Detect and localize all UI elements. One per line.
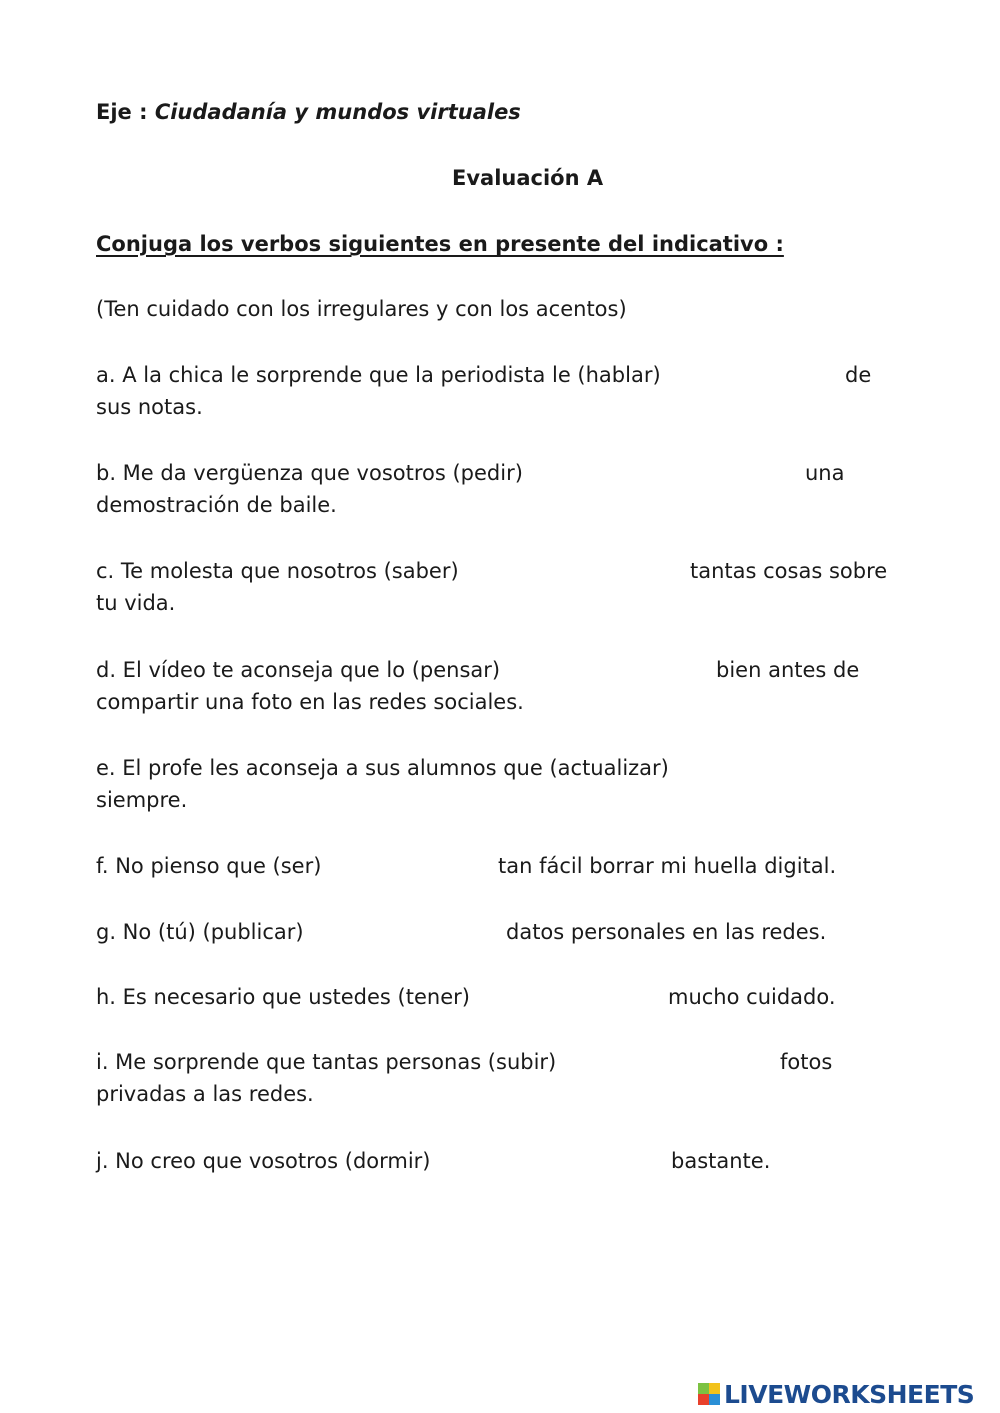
item-h-after: mucho cuidado.	[668, 985, 836, 1009]
instruction: Conjuga los verbos siguientes en presente del indicativo :	[96, 232, 784, 256]
item-d-before: d. El vídeo te aconseja que lo (pensar)	[96, 658, 501, 682]
item-g-after: datos personales en las redes.	[506, 920, 827, 944]
item-c-after: tantas cosas sobre	[690, 559, 888, 583]
item-g-before: g. No (tú) (publicar)	[96, 920, 304, 944]
evaluation-title: Evaluación A	[452, 166, 604, 190]
eje-line	[96, 96, 521, 128]
item-a-line2: sus notas.	[96, 395, 203, 419]
item-b-line2: demostración de baile.	[96, 493, 337, 517]
liveworksheets-mark-icon	[698, 1383, 720, 1405]
item-a-before: a. A la chica le sorprende que la periodista le (hablar)	[96, 363, 661, 387]
item-c-before: c. Te molesta que nosotros (saber)	[96, 559, 459, 583]
eje-label: Eje :	[96, 100, 148, 124]
item-i-after: fotos	[780, 1050, 833, 1074]
item-i-line2: privadas a las redes.	[96, 1082, 314, 1106]
item-f-after: tan fácil borrar mi huella digital.	[498, 854, 837, 878]
item-c-line2: tu vida.	[96, 591, 176, 615]
item-j-after: bastante.	[671, 1149, 771, 1173]
item-e-line2: siempre.	[96, 788, 188, 812]
note: (Ten cuidado con los irregulares y con los acentos)	[96, 297, 627, 321]
item-i-before: i. Me sorprende que tantas personas (subir)	[96, 1050, 557, 1074]
item-e-before: e. El profe les aconseja a sus alumnos que (actualizar)	[96, 756, 669, 780]
item-d-line2: compartir una foto en las redes sociales.	[96, 690, 524, 714]
eje-title: Ciudadanía y mundos virtuales	[154, 100, 521, 124]
item-d-after: bien antes de	[716, 658, 860, 682]
item-h-before: h. Es necesario que ustedes (tener)	[96, 985, 470, 1009]
logo-text: LIVEWORKSHEETS	[724, 1379, 975, 1409]
item-b-before: b. Me da vergüenza que vosotros (pedir)	[96, 461, 523, 485]
item-b-after: una	[805, 461, 845, 485]
liveworksheets-logo	[698, 1376, 974, 1412]
item-a-after: de	[845, 363, 872, 387]
item-j-before: j. No creo que vosotros (dormir)	[96, 1149, 431, 1173]
item-f-before: f. No pienso que (ser)	[96, 854, 322, 878]
